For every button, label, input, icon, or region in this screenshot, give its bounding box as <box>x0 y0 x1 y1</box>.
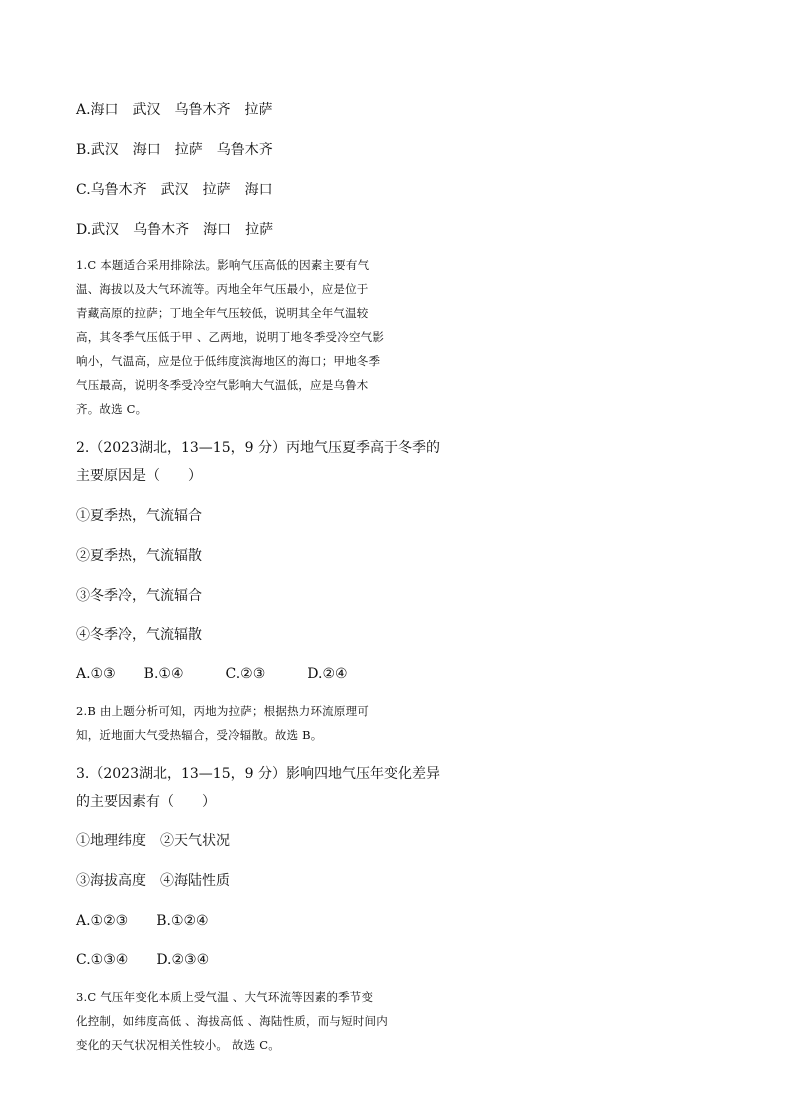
q1-option-c: C.乌鲁木齐 武汉 拉萨 海口 <box>76 182 273 198</box>
answer-1-line: 1.C 本题适合采用排除法。影响气压高低的因素主要有气 <box>76 258 370 272</box>
q2-item: ②夏季热，气流辐散 <box>76 548 202 564</box>
q2-item: ④冬季冷，气流辐散 <box>76 627 202 643</box>
answer-1-line: 青藏高原的拉萨；丁地全年气压较低，说明其全年气温较 <box>76 306 369 320</box>
answer-3-line: 化控制，如纬度高低 、海拔高低 、海陆性质，而与短时间内 <box>76 1014 388 1028</box>
question-3-stem: 的主要因素有（ ） <box>76 794 216 810</box>
answer-2-line: 知，近地面大气受热辐合，受冷辐散。故选 B。 <box>76 728 323 742</box>
question-2-stem: 2.（2023湖北，13—15，9 分）丙地气压夏季高于冬季的 <box>76 440 440 456</box>
q1-option-d: D.武汉 乌鲁木齐 海口 拉萨 <box>76 222 274 238</box>
q3-item: ①地理纬度 ②天气状况 <box>76 833 230 849</box>
q2-item: ①夏季热，气流辐合 <box>76 508 202 524</box>
q3-options: C.①③④ D.②③④ <box>76 952 210 968</box>
answer-2-line: 2.B 由上题分析可知，丙地为拉萨；根据热力环流原理可 <box>76 704 369 718</box>
q3-options: A.①②③ B.①②④ <box>76 913 209 929</box>
answer-1-line: 高，其冬季气压低于甲 、乙两地，说明丁地冬季受冷空气影 <box>76 330 385 344</box>
q3-item: ③海拔高度 ④海陆性质 <box>76 873 230 889</box>
q1-option-b: B.武汉 海口 拉萨 乌鲁木齐 <box>76 142 273 158</box>
answer-3-line: 3.C 气压年变化本质上受气温 、大气环流等因素的季节变 <box>76 990 374 1004</box>
answer-1-line: 响小，气温高，应是位于低纬度滨海地区的海口；甲地冬季 <box>76 354 381 368</box>
answer-1-line: 气压最高，说明冬季受冷空气影响大气温低，应是乌鲁木 <box>76 378 369 392</box>
q2-options: A.①③ B.①④ C.②③ D.②④ <box>76 666 348 682</box>
answer-1-line: 齐。故选 C。 <box>76 402 148 416</box>
answer-3-line: 变化的天气状况相关性较小。 故选 C。 <box>76 1038 280 1052</box>
q1-option-a: A.海口 武汉 乌鲁木齐 拉萨 <box>76 102 273 118</box>
answer-1-line: 温、海拔以及大气环流等。丙地全年气压最小，应是位于 <box>76 282 369 296</box>
question-2-stem: 主要原因是（ ） <box>76 468 202 484</box>
question-3-stem: 3.（2023湖北，13—15，9 分）影响四地气压年变化差异 <box>76 766 440 782</box>
q2-item: ③冬季冷，气流辐合 <box>76 588 202 604</box>
